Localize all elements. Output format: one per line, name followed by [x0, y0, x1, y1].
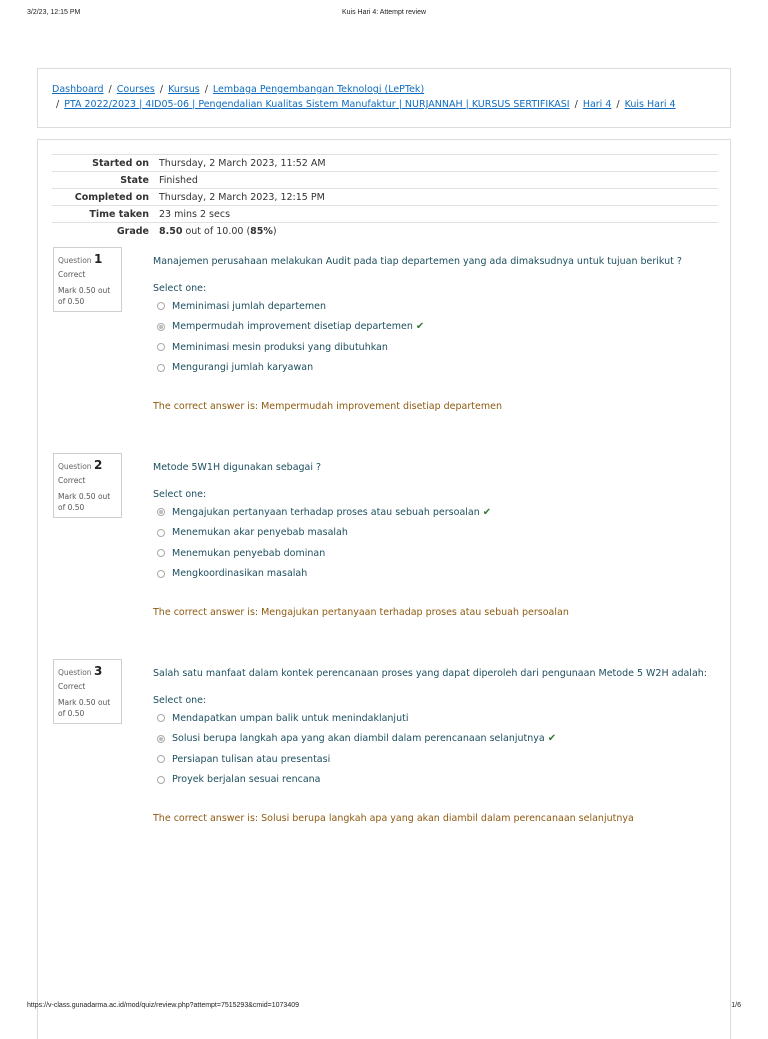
grade-close: ): [272, 225, 277, 237]
radio-button[interactable]: [157, 343, 165, 351]
correct-answer-feedback: The correct answer is: Solusi berupa langkah apa yang akan diambil dalam perencanaan selanjutnya: [153, 813, 634, 824]
summary-label: Time taken: [52, 206, 159, 223]
table-row: [52, 206, 718, 223]
answer-label: Menemukan akar penyebab masalah: [172, 527, 348, 539]
question-label: Question: [58, 256, 92, 265]
breadcrumb-line-2: [52, 99, 676, 110]
table-row: [52, 223, 718, 240]
answer-label: Proyek berjalan sesuai rencana: [172, 774, 321, 786]
summary-value: 23 mins 2 secs: [159, 206, 718, 223]
answer-label: Mempermudah improvement disetiap departemen: [172, 321, 413, 333]
correct-answer-feedback: The correct answer is: Mengajukan pertanyaan terhadap proses atau sebuah persoalan: [153, 607, 569, 618]
grade-label: Grade: [52, 223, 159, 240]
summary-label: Started on: [52, 155, 159, 172]
answer-list: [157, 502, 491, 584]
question-state: Correct: [58, 476, 86, 485]
breadcrumb-course[interactable]: PTA 2022/2023 | 4ID05-06 | Pengendalian Kualitas Sistem Manufaktur | NURJANNAH | KURSUS SERTIFIKASI: [64, 99, 570, 110]
summary-label: Completed on: [52, 189, 159, 206]
grade-percent: 85%: [250, 225, 273, 237]
check-icon: ✔: [547, 733, 557, 745]
answer-label: Mengurangi jumlah karyawan: [172, 362, 314, 374]
radio-button[interactable]: [157, 364, 165, 372]
answer-option[interactable]: [157, 317, 424, 338]
question-number: 3: [93, 664, 103, 678]
radio-button[interactable]: [157, 549, 165, 557]
question-info-box: [53, 453, 122, 518]
radio-button[interactable]: [157, 323, 165, 331]
question-text: Salah satu manfaat dalam kontek perencanaan proses yang dapat diperoleh dari pengunaan Metode 5 W2H adalah:: [153, 668, 707, 679]
question-mark: Mark 0.50 out of 0.50: [58, 492, 111, 512]
answer-option[interactable]: [157, 564, 491, 585]
breadcrumb-separator: /: [204, 84, 208, 95]
correct-answer-feedback: The correct answer is: Mempermudah improvement disetiap departemen: [153, 401, 502, 412]
answer-option[interactable]: [157, 770, 556, 791]
table-row: [52, 172, 718, 189]
question-label: Question: [58, 668, 92, 677]
breadcrumb: [37, 68, 731, 128]
radio-button[interactable]: [157, 714, 165, 722]
table-row: [52, 189, 718, 206]
breadcrumb-separator: /: [108, 84, 112, 95]
quiz-review-panel: [37, 139, 731, 1039]
radio-button[interactable]: [157, 755, 165, 763]
answer-option[interactable]: [157, 358, 424, 379]
answer-option[interactable]: [157, 337, 424, 358]
summary-value: Thursday, 2 March 2023, 11:52 AM: [159, 155, 718, 172]
radio-button[interactable]: [157, 302, 165, 310]
select-one-label: Select one:: [153, 283, 207, 294]
answer-label: Mengkoordinasikan masalah: [172, 568, 308, 580]
answer-list: [157, 708, 556, 790]
table-row: [52, 155, 718, 172]
question-info-box: [53, 247, 122, 312]
breadcrumb-separator: /: [159, 84, 164, 95]
question-info-box: [53, 659, 122, 724]
grade-rest: out of 10.00 (: [182, 225, 251, 237]
question-number: 2: [93, 458, 103, 472]
question-text: Manajemen perusahaan melakukan Audit pada tiap departemen yang ada dimaksudnya untuk tujuan berikut ?: [153, 256, 682, 267]
answer-option[interactable]: [157, 502, 491, 523]
answer-list: [157, 296, 424, 378]
attempt-summary-table: [52, 154, 718, 239]
breadcrumb-separator: /: [56, 99, 60, 110]
answer-option[interactable]: [157, 708, 556, 729]
answer-label: Persiapan tulisan atau presentasi: [172, 753, 331, 765]
question-state: Correct: [58, 270, 86, 279]
breadcrumb-kursus[interactable]: Kursus: [168, 84, 200, 95]
answer-label: Mendapatkan umpan balik untuk menindaklanjuti: [172, 712, 409, 724]
breadcrumb-leptek[interactable]: Lembaga Pengembangan Teknologi (LePTek): [212, 84, 425, 95]
answer-label: Meminimasi jumlah departemen: [172, 300, 327, 312]
question-state: Correct: [58, 682, 86, 691]
radio-button[interactable]: [157, 735, 165, 743]
check-icon: ✔: [482, 506, 492, 518]
answer-option[interactable]: [157, 296, 424, 317]
radio-button[interactable]: [157, 529, 165, 537]
summary-label: State: [52, 172, 159, 189]
answer-option[interactable]: [157, 729, 556, 750]
answer-label: Mengajukan pertanyaan terhadap proses atau sebuah persoalan: [172, 506, 480, 518]
breadcrumb-dashboard[interactable]: Dashboard: [52, 84, 104, 95]
summary-value: Finished: [159, 172, 718, 189]
select-one-label: Select one:: [153, 489, 207, 500]
print-url: https://v-class.gunadarma.ac.id/mod/quiz/review.php?attempt=7515293&cmid=1073409: [27, 1002, 300, 1009]
print-datetime: 3/2/23, 12:15 PM: [27, 9, 81, 16]
grade-score: 8.50: [159, 225, 183, 237]
answer-option[interactable]: [157, 523, 491, 544]
check-icon: ✔: [415, 321, 425, 333]
print-header: [0, 9, 768, 23]
answer-label: Solusi berupa langkah apa yang akan diambil dalam perencanaan selanjutnya: [172, 733, 545, 745]
breadcrumb-kuis-hari-4[interactable]: Kuis Hari 4: [624, 99, 676, 110]
breadcrumb-line-1: [52, 84, 424, 95]
answer-label: Menemukan penyebab dominan: [172, 547, 326, 559]
answer-option[interactable]: [157, 543, 491, 564]
question-number: 1: [93, 252, 103, 266]
print-page-number: 1/6: [731, 1002, 741, 1009]
breadcrumb-separator: /: [574, 99, 578, 110]
grade-value: [159, 223, 718, 240]
summary-value: Thursday, 2 March 2023, 12:15 PM: [159, 189, 718, 206]
breadcrumb-separator: /: [616, 99, 620, 110]
radio-button[interactable]: [157, 508, 165, 516]
question-label: Question: [58, 462, 92, 471]
select-one-label: Select one:: [153, 695, 207, 706]
radio-button[interactable]: [157, 570, 165, 578]
print-title: Kuis Hari 4: Attempt review: [341, 9, 427, 16]
answer-option[interactable]: [157, 749, 556, 770]
answer-label: Meminimasi mesin produksi yang dibutuhkan: [172, 341, 388, 353]
breadcrumb-hari-4[interactable]: Hari 4: [582, 99, 612, 110]
breadcrumb-courses[interactable]: Courses: [116, 84, 155, 95]
question-text: Metode 5W1H digunakan sebagai ?: [153, 462, 322, 473]
radio-button[interactable]: [157, 776, 165, 784]
question-mark: Mark 0.50 out of 0.50: [58, 286, 111, 306]
question-mark: Mark 0.50 out of 0.50: [58, 698, 111, 718]
